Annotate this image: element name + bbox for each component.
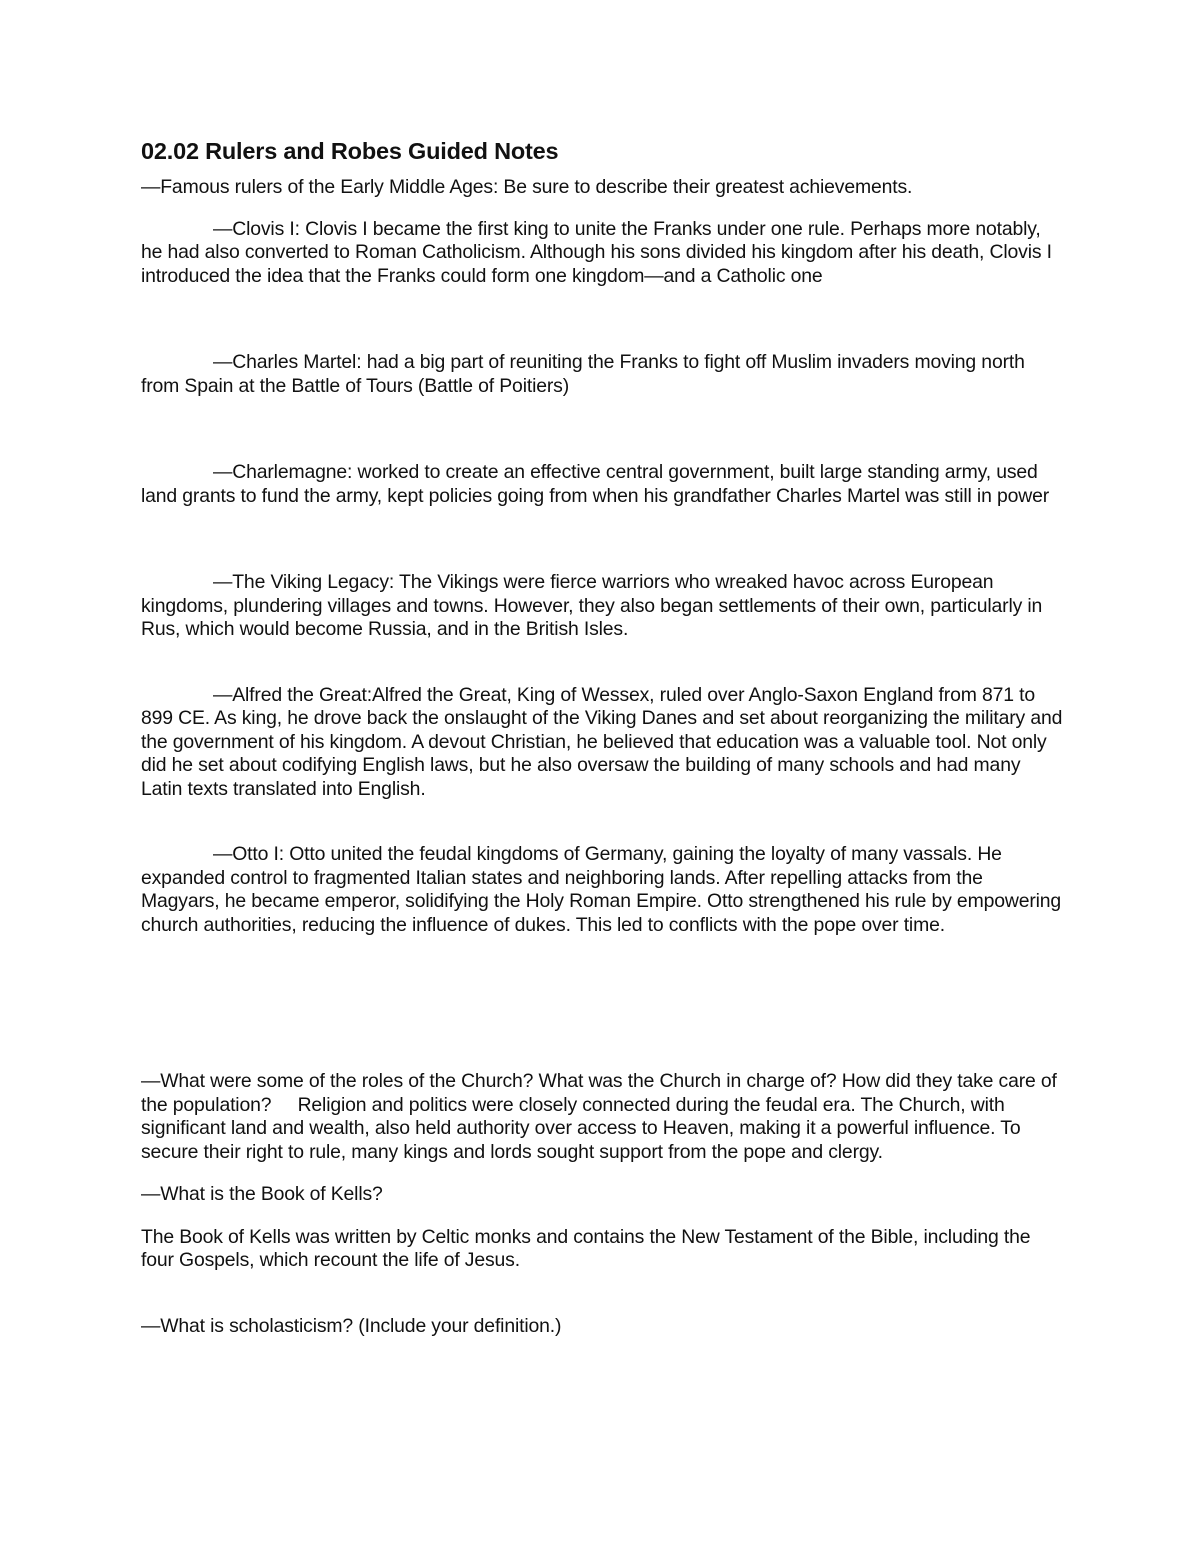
- ruler-description: Clovis I became the first king to unite the Franks under one rule. Perhaps more notably, he had also converted to Roman Catholicism. Although his sons divided his kingdom after his death, Clovis I introduced the idea that the Franks could form one kingdom—and a Catholic one: [141, 217, 1052, 287]
- ruler-description: The Vikings were fierce warriors who wreaked havoc across European kingdoms, plundering villages and towns. However, they also began settlements of their own, particularly in Rus, which would become Russia, and in the British Isles.: [141, 571, 1043, 640]
- ruler-label: —Otto I:: [213, 843, 290, 865]
- ruler-label: —Alfred the Great:: [213, 683, 372, 706]
- ruler-otto: [141, 843, 1066, 937]
- church-answer: Religion and politics were closely connected during the feudal era. The Church, with significant land and wealth, also held authority over access to Heaven, making it a powerful influence. To secure their right to rule, many kings and lords sought support from the pope and clergy.: [141, 1093, 1021, 1163]
- ruler-description: worked to create an effective central government, built large standing army, used land grants to fund the army, kept policies going from when his grandfather Charles Martel was still in power: [141, 461, 1050, 507]
- kells-answer: The Book of Kells was written by Celtic monks and contains the New Testament of the Bible, including the four Gospels, which recount the life of Jesus.: [141, 1225, 1031, 1271]
- document-title: 02.02 Rulers and Robes Guided Notes: [141, 138, 559, 164]
- ruler-viking-legacy: [141, 571, 1066, 642]
- ruler-clovis: [141, 218, 1066, 289]
- document-body: [141, 136, 1066, 1338]
- ruler-alfred-the-great: [141, 684, 1066, 802]
- church-roles: [141, 1070, 1066, 1164]
- ruler-description: had a big part of reuniting the Franks to fight off Muslim invaders moving north from Spain at the Battle of Tours (Battle of Poitiers): [141, 351, 1025, 397]
- ruler-label: —The Viking Legacy:: [213, 571, 399, 593]
- ruler-charlemagne: [141, 461, 1066, 508]
- ruler-charles-martel: [141, 351, 1066, 398]
- ruler-label: —Charlemagne:: [213, 461, 358, 483]
- ruler-description: Alfred the Great, King of Wessex, ruled over Anglo-Saxon England from 871 to 899 CE. As king, he drove back the onslaught of the Viking Danes and set about reorganizing the military and the government of his kingdom. A devout Christian, he believed that education was a valuable tool. Not only did he set about codifying English laws, but he also oversaw the building of many schools and had many Latin texts translated into English.: [141, 683, 1063, 800]
- church-question: —What were some of the roles of the Church? What was the Church in charge of? How did they take care of the population?: [141, 1070, 1057, 1116]
- scholasticism-question: —What is scholasticism? (Include your definition.): [141, 1314, 562, 1337]
- ruler-label: —Charles Martel:: [213, 351, 367, 373]
- ruler-label: —Clovis I:: [213, 217, 306, 240]
- intro-prompt: —Famous rulers of the Early Middle Ages: Be sure to describe their greatest achievements.: [141, 176, 913, 198]
- kells-question: —What is the Book of Kells?: [141, 1183, 383, 1205]
- ruler-description: Otto united the feudal kingdoms of Germany, gaining the loyalty of many vassals. He expanded control to fragmented Italian states and neighboring lands. After repelling attacks from the Magyars, he became emperor, solidifying the Holy Roman Empire. Otto strengthened his rule by empowering church authorities, reducing the influence of dukes. This led to conflicts with the pope over time.: [141, 843, 1062, 936]
